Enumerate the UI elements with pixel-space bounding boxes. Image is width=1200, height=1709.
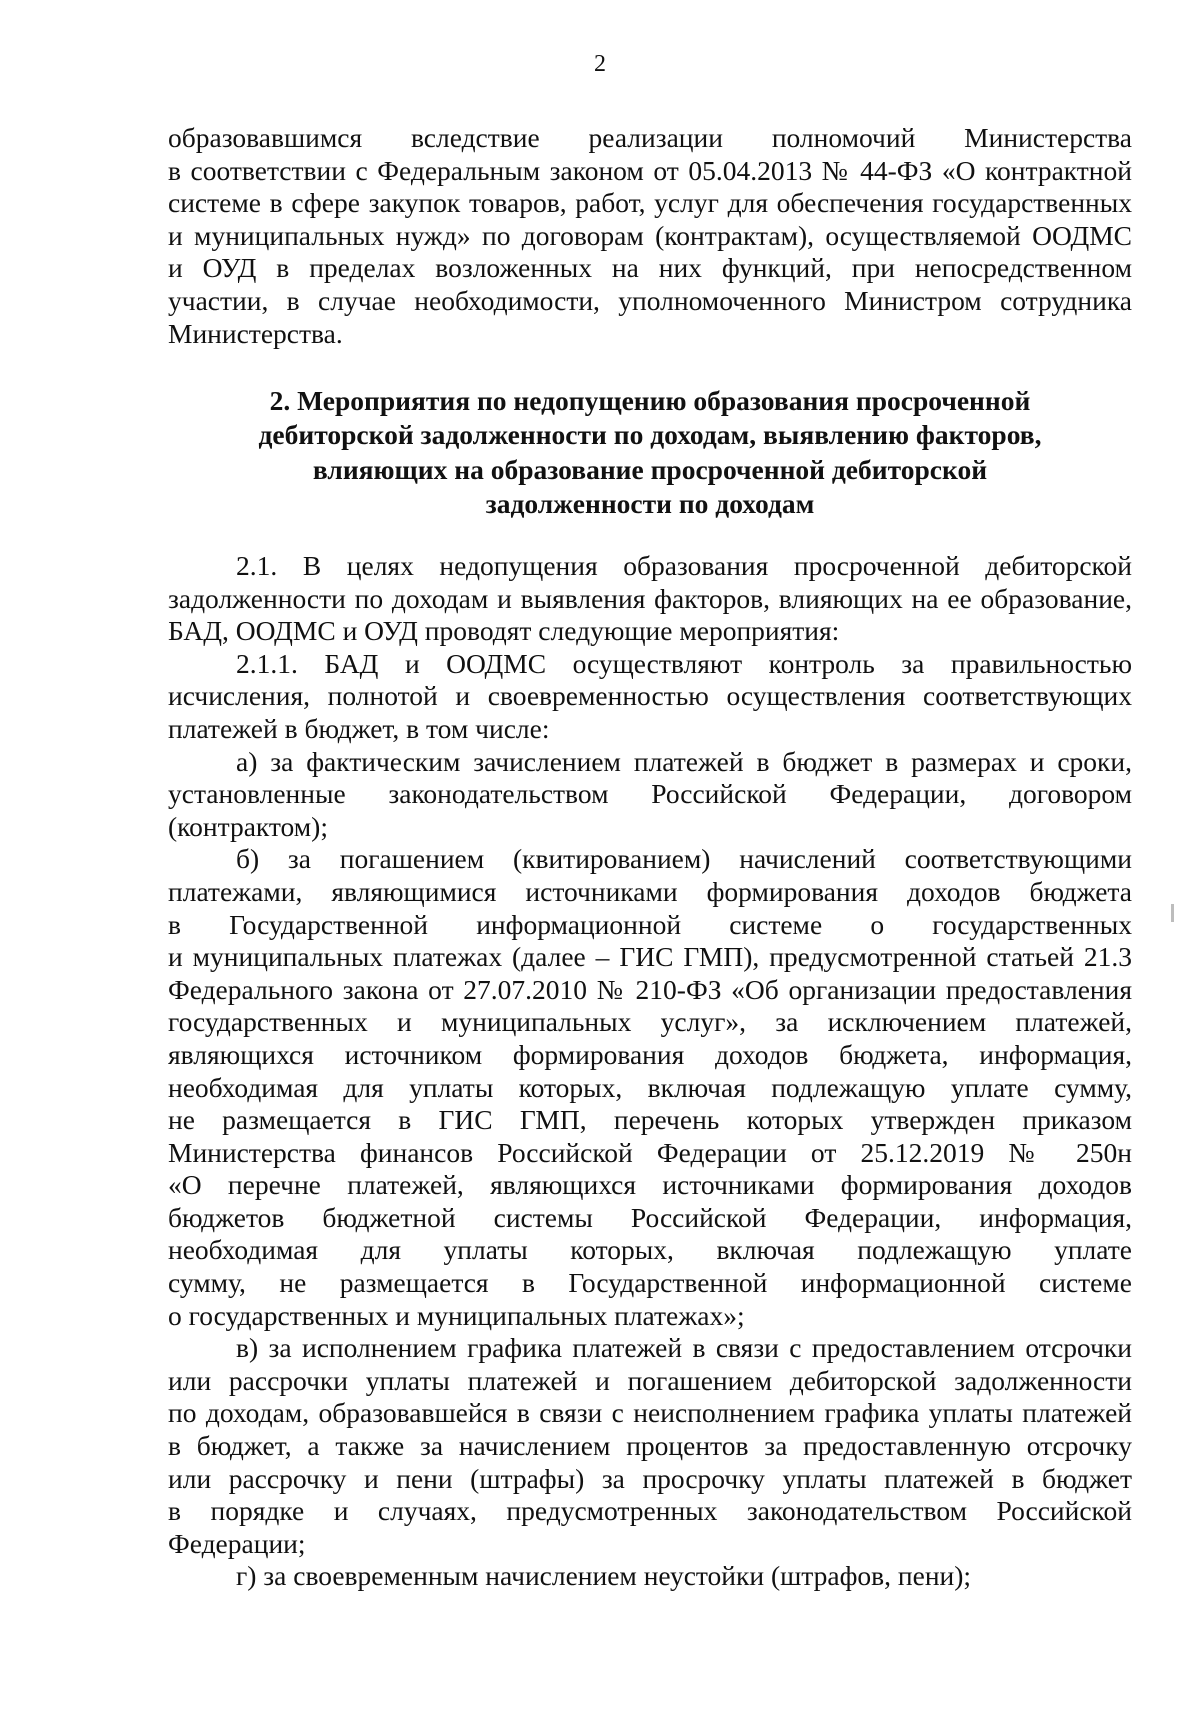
text-line: платежей в бюджет, в том числе: [168,712,550,744]
text-line: бюджетов бюджетной системы Российской Федерации, информация, [168,1201,1132,1233]
text-line: или рассрочку и пени (штрафы) за просрочку уплаты платежей в бюджет [168,1462,1132,1494]
text-line: по доходам, образовавшейся в связи с неисполнением графика уплаты платежей [168,1397,1132,1429]
text-line: или рассрочки уплаты платежей и погашением дебиторской задолженности [168,1364,1132,1396]
text-line: и муниципальных нужд» по договорам (контрактам), осуществляемой ООДМС [168,219,1132,251]
heading-line: дебиторской задолженности по доходам, выявлению факторов, [258,419,1042,451]
text-line: необходимая для уплаты которых, включая подлежащую уплате сумму, [168,1071,1132,1103]
text-line: необходимая для уплаты которых, включая подлежащую уплате [168,1234,1132,1266]
heading-line: 2. Мероприятия по недопущению образования просроченной [269,385,1031,416]
scan-edge-mark [1171,904,1174,922]
item-v-line: в) за исполнением графика платежей в связи с предоставлением отсрочки [236,1332,1132,1364]
heading-line: задолженности по доходам [485,487,815,519]
paragraph-2-1-1-line: 2.1.1. БАД и ООДМС осуществляют контроль за правильностью [236,647,1132,679]
text-line: платежами, являющимися источниками формирования доходов бюджета [168,875,1132,907]
text-line: государственных и муниципальных услуг», за исключением платежей, [168,1006,1132,1038]
section-heading [168,384,1132,521]
item-a-line: а) за фактическим зачислением платежей в бюджет в размерах и сроки, [236,745,1132,777]
text-line: «О перечне платежей, являющихся источниками формирования доходов [168,1169,1132,1201]
heading-line: влияющих на образование просроченной дебиторской [312,453,988,485]
page-number: 2 [594,51,606,77]
text-line: исчисления, полнотой и своевременностью осуществления соответствующих [168,680,1132,712]
text-line: и муниципальных платежах (далее – ГИС ГМП), предусмотренной статьей 21.3 [168,941,1132,973]
text-line: системе в сфере закупок товаров, работ, услуг для обеспечения государственных [168,187,1132,219]
text-line: задолженности по доходам и выявления факторов, влияющих на ее образование, [168,582,1132,614]
intro-paragraph [168,122,1132,350]
text-line: являющихся источником формирования доходов бюджета, информация, [168,1038,1132,1070]
text-line: о государственных и муниципальных платежах»; [168,1299,745,1331]
text-line: в порядке и случаях, предусмотренных законодательством Российской [168,1495,1132,1527]
text-line: и ОУД в пределах возложенных на них функций, при непосредственном [168,252,1132,284]
text-line: образовавшимся вследствие реализации полномочий Министерства [168,122,1132,153]
text-line: в бюджет, а также за начислением процентов за предоставленную отсрочку [168,1430,1132,1462]
text-line: БАД, ООДМС и ОУД проводят следующие мероприятия: [168,615,840,647]
section-body [168,550,1132,1593]
text-line: в соответствии с Федеральным законом от 05.04.2013 № 44-ФЗ «О контрактной [168,154,1132,186]
text-line: сумму, не размещается в Государственной информационной системе [168,1267,1132,1299]
text-line: не размещается в ГИС ГМП, перечень которых утвержден приказом [168,1104,1132,1136]
text-line: Министерства финансов Российской Федерации от 25.12.2019 № 250н [168,1136,1132,1168]
text-line: Федерального закона от 27.07.2010 № 210-ФЗ «Об организации предоставления [168,973,1132,1005]
item-b-line: б) за погашением (квитированием) начислений соответствующими [236,843,1132,875]
item-g-line: г) за своевременным начислением неустойки (штрафов, пени); [236,1560,972,1592]
text-line: установленные законодательством Российской Федерации, договором [168,778,1132,810]
text-line: в Государственной информационной системе о государственных [168,908,1132,940]
text-line: участии, в случае необходимости, уполномоченного Министром сотрудника [168,284,1132,316]
text-line: (контрактом); [168,810,328,842]
text-line: Министерства. [168,317,343,349]
paragraph-2-1-line: 2.1. В целях недопущения образования просроченной дебиторской [236,550,1132,581]
text-line: Федерации; [168,1527,306,1559]
